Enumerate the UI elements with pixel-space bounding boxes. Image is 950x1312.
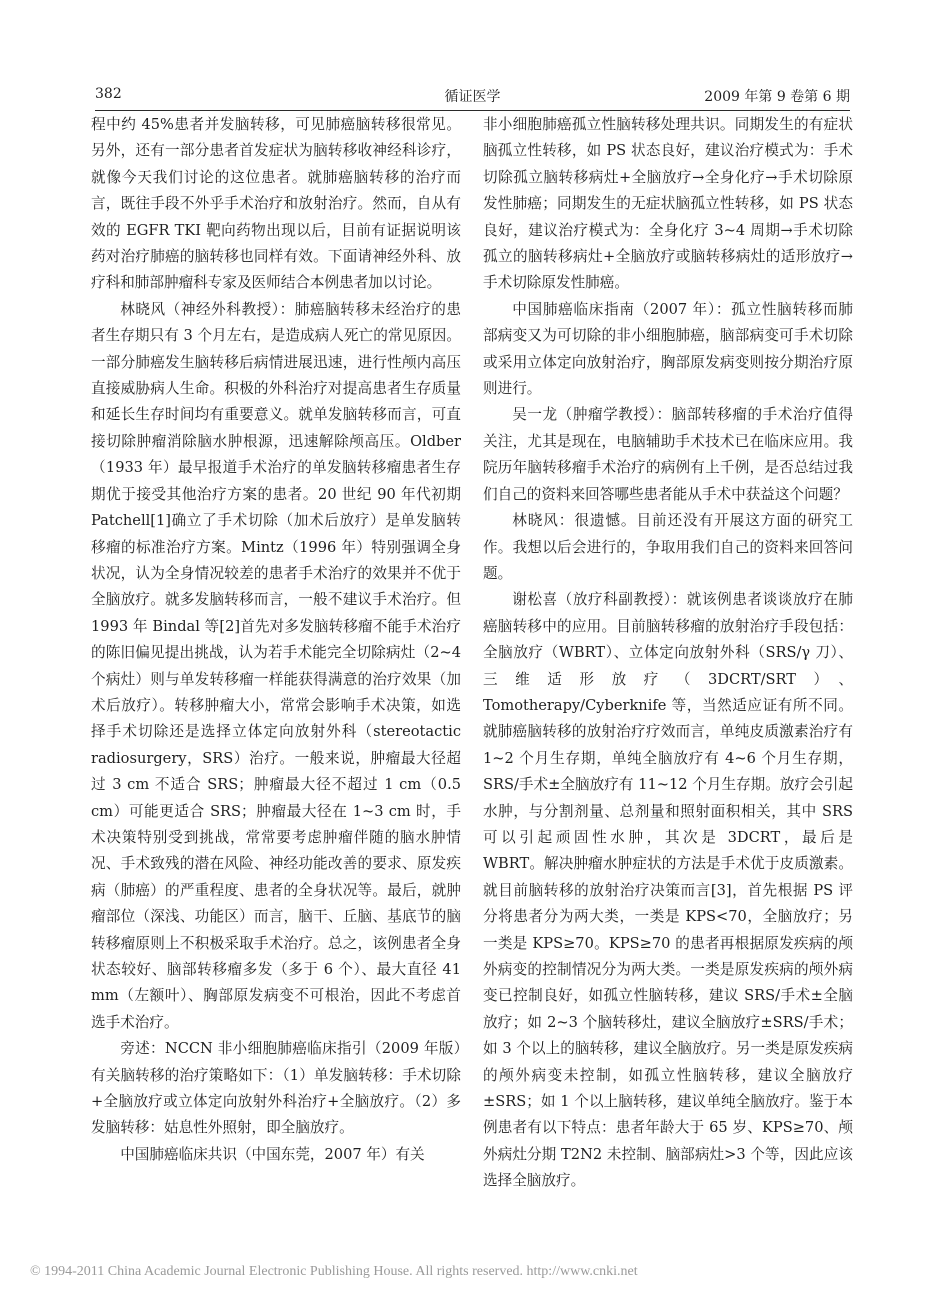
journal-title: 循证医学 xyxy=(444,89,501,105)
paragraph: 吴一龙（肿瘤学教授）：脑部转移瘤的手术治疗值得关注，尤其是现在，电脑辅助手术技术已在临床应用。我院历年脑转移瘤手术治疗的病例有上千例，是否总结过我们自己的资料来回答哪些患者能从手术中获益这个问题？ xyxy=(483,406,853,503)
page-number: 382 xyxy=(95,86,122,102)
paragraph: 谢松喜（放疗科副教授）：就该例患者谈谈放疗在肺癌脑转移中的应用。目前脑转移瘤的放射治疗手段包括：全脑放疗（WBRT）、立体定向放射外科（SRS/γ 刀）、三维适形放疗（3DCRT/SRT）、Tomotherapy/Cyberknife 等，当然适应证有所不同。就肺癌脑转移的放射治疗疗效而言，单纯皮质激素治疗有 1~2 个月生存期，单纯全脑放疗有 4~6 个月生存期，SRS/手术±全脑放疗有 11~12 个月生存期。放疗会引起水肿，与分割剂量、总剂量和照射面积相关，其中 SRS 可以引起顽固性水肿，其次是 3DCRT，最后是 WBRT。解决肿瘤水肿症状的方法是手术优于皮质激素。就目前脑转移的放射治疗决策而言[3]，首先根据 PS 评分将患者分为两大类，一类是 KPS<70，全脑放疗；另一类是 KPS≥70。KPS≥70 的患者再根据原发疾病的颅外病变的控制情况分为两大类。一类是原发疾病的颅外病变已控制良好，如孤立性脑转移，建议 SRS/手术±全脑放疗；如 2~3 个脑转移灶，建议全脑放疗±SRS/手术；如 3 个以上的脑转移，建议全脑放疗。另一类是原发疾病的颅外病变未控制，如孤立性脑转移，建议全脑放疗±SRS；如 1 个以上脑转移，建议单纯全脑放疗。鉴于本例患者有以下特点：患者年龄大于 65 岁、KPS≥70、颅外病灶分期 T2N2 未控制、脑部病灶>3 个等，因此应该选择全脑放疗。 xyxy=(483,591,853,1190)
running-header xyxy=(95,86,850,108)
right-column xyxy=(483,112,853,1195)
paragraph: 中国肺癌临床指南（2007 年）：孤立性脑转移而肺部病变又为可切除的非小细胞肺癌，脑部病变可手术切除或采用立体定向放射治疗，胸部原发病变则按分期治疗原则进行。 xyxy=(483,300,853,398)
issue-info: 2009 年第 9 卷第 6 期 xyxy=(704,89,850,105)
paragraph: 旁述：NCCN 非小细胞肺癌临床指引（2009 年版）有关脑转移的治疗策略如下：（1）单发脑转移：手术切除+全脑放疗或立体定向放射外科治疗+全脑放疗。（2）多发脑转移：姑息性外照射，即全脑放疗。 xyxy=(91,1040,461,1137)
paragraph: 林晓风：很遗憾。目前还没有开展这方面的研究工作。我想以后会进行的，争取用我们自己的资料来回答问题。 xyxy=(483,512,853,582)
copyright-footer: © 1994-2011 China Academic Journal Electronic Publishing House. All rights reserved. http://www.cnki.net xyxy=(30,1264,638,1279)
header-rule xyxy=(95,110,850,111)
left-column xyxy=(91,112,461,1168)
paragraph: 林晓风（神经外科教授）：肺癌脑转移未经治疗的患者生存期只有 3 个月左右，是造成病人死亡的常见原因。一部分肺癌发生脑转移后病情进展迅速，进行性颅内高压直接威胁病人生命。积极的外科治疗对提高患者生存质量和延长生存时间均有重要意义。就单发脑转移而言，可直接切除肿瘤消除脑水肿根源，迅速解除颅高压。Oldber（1933 年）最早报道手术治疗的单发脑转移瘤患者生存期优于接受其他治疗方案的患者。20 世纪 90 年代初期 Patchell[1]确立了手术切除（加术后放疗）是单发脑转移瘤的标准治疗方案。Mintz（1996 年）特别强调全身状况，认为全身情况较差的患者手术治疗的效果并不优于全脑放疗。就多发脑转移而言，一般不建议手术治疗。但 1993 年 Bindal 等[2]首先对多发脑转移瘤不能手术治疗的陈旧偏见提出挑战，认为若手术能完全切除病灶（2~4 个病灶）则与单发转移瘤一样能获得满意的治疗效果（加术后放疗）。转移肿瘤大小，常常会影响手术决策，如选择手术切除还是选择立体定向放射外科（stereotactic radiosurgery，SRS）治疗。一般来说，肿瘤最大径超过 3 cm 不适合 SRS；肿瘤最大径不超过 1 cm（0.5 cm）可能更适合 SRS；肿瘤最大径在 1~3 cm 时，手术决策特别受到挑战，常常要考虑肿瘤伴随的脑水肿情况、手术致残的潜在风险、神经功能改善的要求、原发疾病（肺癌）的严重程度、患者的全身状况等。最后，就肿瘤部位（深浅、功能区）而言，脑干、丘脑、基底节的脑转移瘤原则上不积极采取手术治疗。总之，该例患者全身状态较好、脑部转移瘤多发（多于 6 个）、最大直径 41 mm（左额叶）、胸部原发病变不可根治，因此不考虑首选手术治疗。 xyxy=(91,300,461,1031)
paragraph: 程中约 45%患者并发脑转移，可见肺癌脑转移很常见。另外，还有一部分患者首发症状为脑转移收神经科诊疗，就像今天我们讨论的这位患者。就肺癌脑转移的治疗而言，既往手段不外乎手术治疗和放射治疗。然而，自从有效的 EGFR TKI 靶向药物出现以后，目前有证据说明该药对治疗肺癌的脑转移也同样有效。下面请神经外科、放疗科和肺部肿瘤科专家及医师结合本例患者加以讨论。 xyxy=(91,116,461,292)
paragraph: 中国肺癌临床共识（中国东莞，2007 年）有关 xyxy=(120,1145,425,1163)
paragraph: 非小细胞肺癌孤立性脑转移处理共识。同期发生的有症状脑孤立性转移，如 PS 状态良好，建议治疗模式为：手术切除孤立脑转移病灶+全脑放疗→全身化疗→手术切除原发性肺癌；同期发生的无症状脑孤立性转移，如 PS 状态良好，建议治疗模式为：全身化疗 3~4 周期→手术切除孤立的脑转移病灶+全脑放疗或脑转移病灶的适形放疗→手术切除原发性肺癌。 xyxy=(483,116,853,292)
